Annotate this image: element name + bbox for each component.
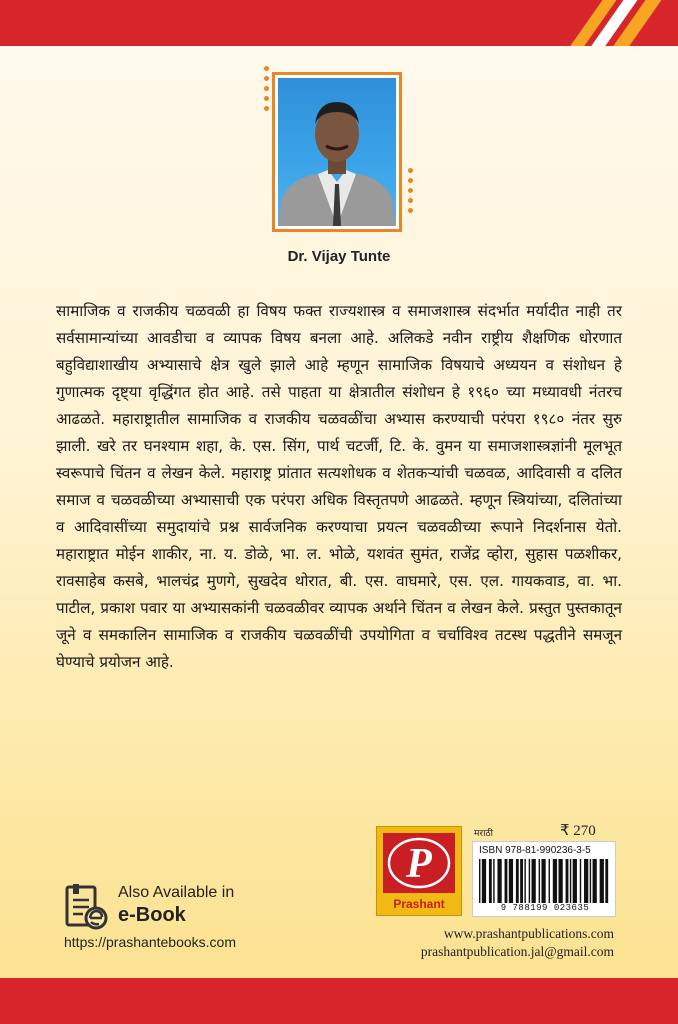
barcode-bar bbox=[509, 859, 513, 903]
publisher-website[interactable]: www.prashantpublications.com bbox=[443, 926, 614, 941]
barcode-bar bbox=[549, 859, 550, 903]
book-blurb: सामाजिक व राजकीय चळवळी हा विषय फक्त राज्यशास्त्र व समाजशास्त्र संदर्भात मर्यादीत नाही तर सर्वसामान्यांच्या आवडीचा व व्यापक विषय बनला आहे. अलिकडे नवीन राष्ट्रीय शैक्षणिक धोरणात बहुविद्याशाखीय अभ्यासाचे क्षेत्र खुले झाले आहे म्हणून सामाजिक विषयाचे अध्ययन व संशोधन हे गुणात्मक दृष्ट्या वृद्धिंगत होत आहे. तसे पाहता या क्षेत्रातील संशोधन हे १९६० च्या मध्यावधी नंतरच आढळते. महाराष्ट्रातील सामाजिक व राजकीय चळवळींचा अभ्यास करण्याची परंपरा १९८० नंतर सुरु झाली. खरे तर घनश्याम शहा, के. एस. सिंग, पार्थ चटर्जी, टि. के. वुमन या समाजशास्त्रज्ञांनी मूलभूत स्वरूपाचे चिंतन व लेखन केले. महाराष्ट्र प्रांतात सत्यशोधक व शेतकऱ्यांची चळवळ, आदिवासी व दलित समाज व चळवळीच्या अभ्यासाची एक परंपरा अधिक विस्तृतपणे आढळते. म्हणून स्त्रियांच्या, दलितांच्या व आदिवासींच्या समुदायांचे प्रश्न सार्वजनिक करण्याचा प्रयत्न चळवळीच्या रूपाने निदर्शनास येतो. महाराष्ट्रात मोईन शाकीर, ना. य. डोळे, भा. ल. भोळे, यशवंत सुमंत, राजेंद्र व्होरा, सुहास पळशीकर, रावसाहेब कसबे, भालचंद्र मुणगे, सुखदेव थोरात, बी. एस. वाघमारे, एस. एल. गायकवाड, वा. भा. पाटील, प्रकाश पवार या अभ्यासकांनी चळवळीवर व्यापक अर्थाने चिंतन व लेखन केले. प्रस्तुत पुस्तकातून जूने व समकालिन सामाजिक व राजकीय चळवळींची उपयोगिता व चर्चाविश्व तटस्थ पद्धतीने समजून घेण्याचे प्रयोजन आहे. bbox=[56, 302, 622, 671]
barcode-bar bbox=[505, 859, 508, 903]
barcode-bar bbox=[553, 859, 557, 903]
barcode-bar bbox=[482, 859, 486, 903]
isbn-text: ISBN 978-81-990236-3-5 bbox=[479, 845, 591, 856]
barcode-bar bbox=[570, 859, 571, 903]
barcode-bar bbox=[479, 859, 480, 903]
barcode-bar bbox=[489, 859, 492, 903]
barcode bbox=[472, 841, 616, 917]
ebook-url-link[interactable]: https://prashantebooks.com bbox=[64, 934, 236, 950]
barcode-bar bbox=[524, 859, 525, 903]
publisher-email[interactable]: prashantpublication.jal@gmail.com bbox=[420, 944, 614, 959]
book-language: मराठी bbox=[474, 829, 493, 839]
barcode-bar bbox=[580, 859, 581, 903]
barcode-digits: 9 788199 023635 bbox=[500, 903, 590, 913]
barcode-bars bbox=[479, 859, 611, 903]
bottom-red-band bbox=[0, 978, 678, 1024]
barcode-bar bbox=[520, 859, 523, 903]
publisher-logo-letter: P bbox=[406, 841, 432, 887]
barcode-bar bbox=[516, 859, 519, 903]
barcode-bar bbox=[573, 859, 577, 903]
publisher-logo-mark bbox=[383, 833, 455, 893]
barcode-bar bbox=[497, 859, 501, 903]
barcode-bar bbox=[558, 859, 562, 903]
barcode-bar bbox=[590, 859, 591, 903]
barcode-bar bbox=[541, 859, 545, 903]
barcode-bar bbox=[539, 859, 540, 903]
ebook-label: e-Book bbox=[118, 904, 186, 926]
author-photo-frame bbox=[272, 72, 402, 232]
barcode-bar bbox=[584, 859, 588, 903]
barcode-bar bbox=[566, 859, 569, 903]
author-photo bbox=[278, 78, 396, 226]
decorative-dots bbox=[264, 66, 269, 111]
ebook-icon bbox=[64, 884, 108, 930]
barcode-bar bbox=[529, 859, 530, 903]
decorative-dots bbox=[408, 168, 413, 213]
ebook-availability-text: Also Available in bbox=[118, 884, 235, 901]
barcode-bar bbox=[600, 859, 604, 903]
author-portrait-icon bbox=[278, 78, 396, 226]
barcode-bar bbox=[532, 859, 536, 903]
author-name: Dr. Vijay Tunte bbox=[287, 248, 391, 265]
barcode-bar bbox=[593, 859, 597, 903]
book-price: ₹ 270 bbox=[560, 823, 596, 839]
barcode-bar bbox=[605, 859, 608, 903]
barcode-bar bbox=[493, 859, 494, 903]
top-red-band bbox=[0, 0, 678, 46]
publisher-name: Prashant bbox=[393, 897, 445, 911]
publisher-logo bbox=[376, 826, 462, 916]
